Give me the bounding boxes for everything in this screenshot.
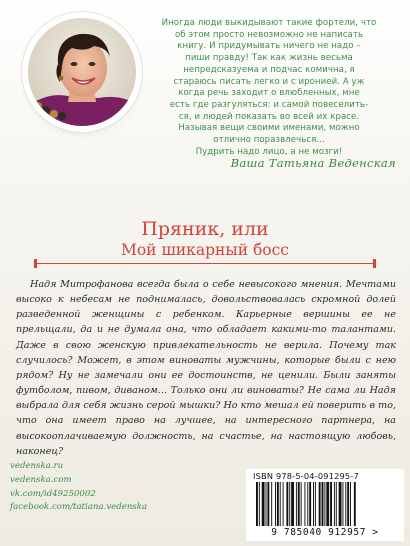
quote-line: есть где разгуляться: и самой повеселить-: [169, 99, 369, 110]
quote-line: Иногда люди выкидывают такие фортели, что: [161, 18, 377, 28]
author-signature: Ваша Татьяна Веденская: [230, 156, 396, 170]
link-facebook[interactable]: facebook.com/tatiana.vedenska: [10, 502, 148, 513]
description-text: Надя Митрофанова всегда была о себе невысокого мнения. Мечтами высоко к небесам не поднималась, довольствовалась скромной долей разведенной женщины с ребенком. Карьерные вершины ее не прельщали, да и не думала она, что обладает какими-то талантами. Даже в свою женскую привлекательность не верила. Почему так случилось? Может, в этом виноваты мужчины, которые были с нею рядом? Ну не замечали они ее достоинств, не ценили. Были заняты футболом, пивом, диваном... Только они ли виноваты? Не сама ли Надя выбрала для себя жизнь серой мышки? Но кто мешал ей поверить в то, что она имеет право на лучшее, на интересного партнера, на высокооплачиваемую должность, на счастье, на настоящую любовь, наконец?: [16, 279, 396, 457]
author-links: [10, 460, 148, 515]
author-quote: [142, 18, 396, 158]
author-photo: [28, 18, 136, 126]
title-divider: [36, 263, 374, 264]
quote-line: Называя вещи своими именами, можно: [178, 123, 360, 134]
isbn-label: ISBN 978-5-04-091295-7: [253, 471, 359, 481]
barcode-digits: 9 785040 912957 >: [271, 527, 379, 538]
quote-line: отлично поразвлечься...: [213, 135, 325, 146]
link-vedenska-ru[interactable]: vedenska.ru: [10, 461, 64, 471]
title-line-1: Пряник, или: [141, 218, 269, 240]
book-title: [24, 218, 386, 260]
link-vk[interactable]: vk.com/id49250002: [10, 488, 96, 499]
quote-line: стараюсь писать легко и с иронией. А уж: [173, 76, 365, 87]
quote-line: книгу. И придумывать ничего не надо –: [177, 41, 361, 52]
barcode-panel: [246, 469, 404, 541]
link-vedenska-com[interactable]: vedenska.com: [10, 474, 72, 485]
quote-line: об этом просто невозможно не написать: [174, 29, 364, 40]
author-portrait-image: [28, 18, 136, 126]
quote-line: Пудрить надо лицо, а не мозги!: [195, 146, 343, 157]
title-divider-cap-left: [34, 259, 37, 268]
quote-line: непредсказуема и подчас комична, я: [183, 64, 355, 75]
quote-line: пиши правду! Так как жизнь весьма: [185, 53, 353, 64]
book-description: [16, 277, 396, 459]
title-divider-cap-right: [373, 259, 376, 268]
title-line-2: Мой шикарный босс: [120, 241, 289, 259]
quote-line: ся, и людей показать во всей их красе.: [178, 111, 360, 122]
quote-line: когда речь заходит о влюбленных, мне: [178, 88, 360, 99]
barcode-image: [252, 482, 398, 528]
